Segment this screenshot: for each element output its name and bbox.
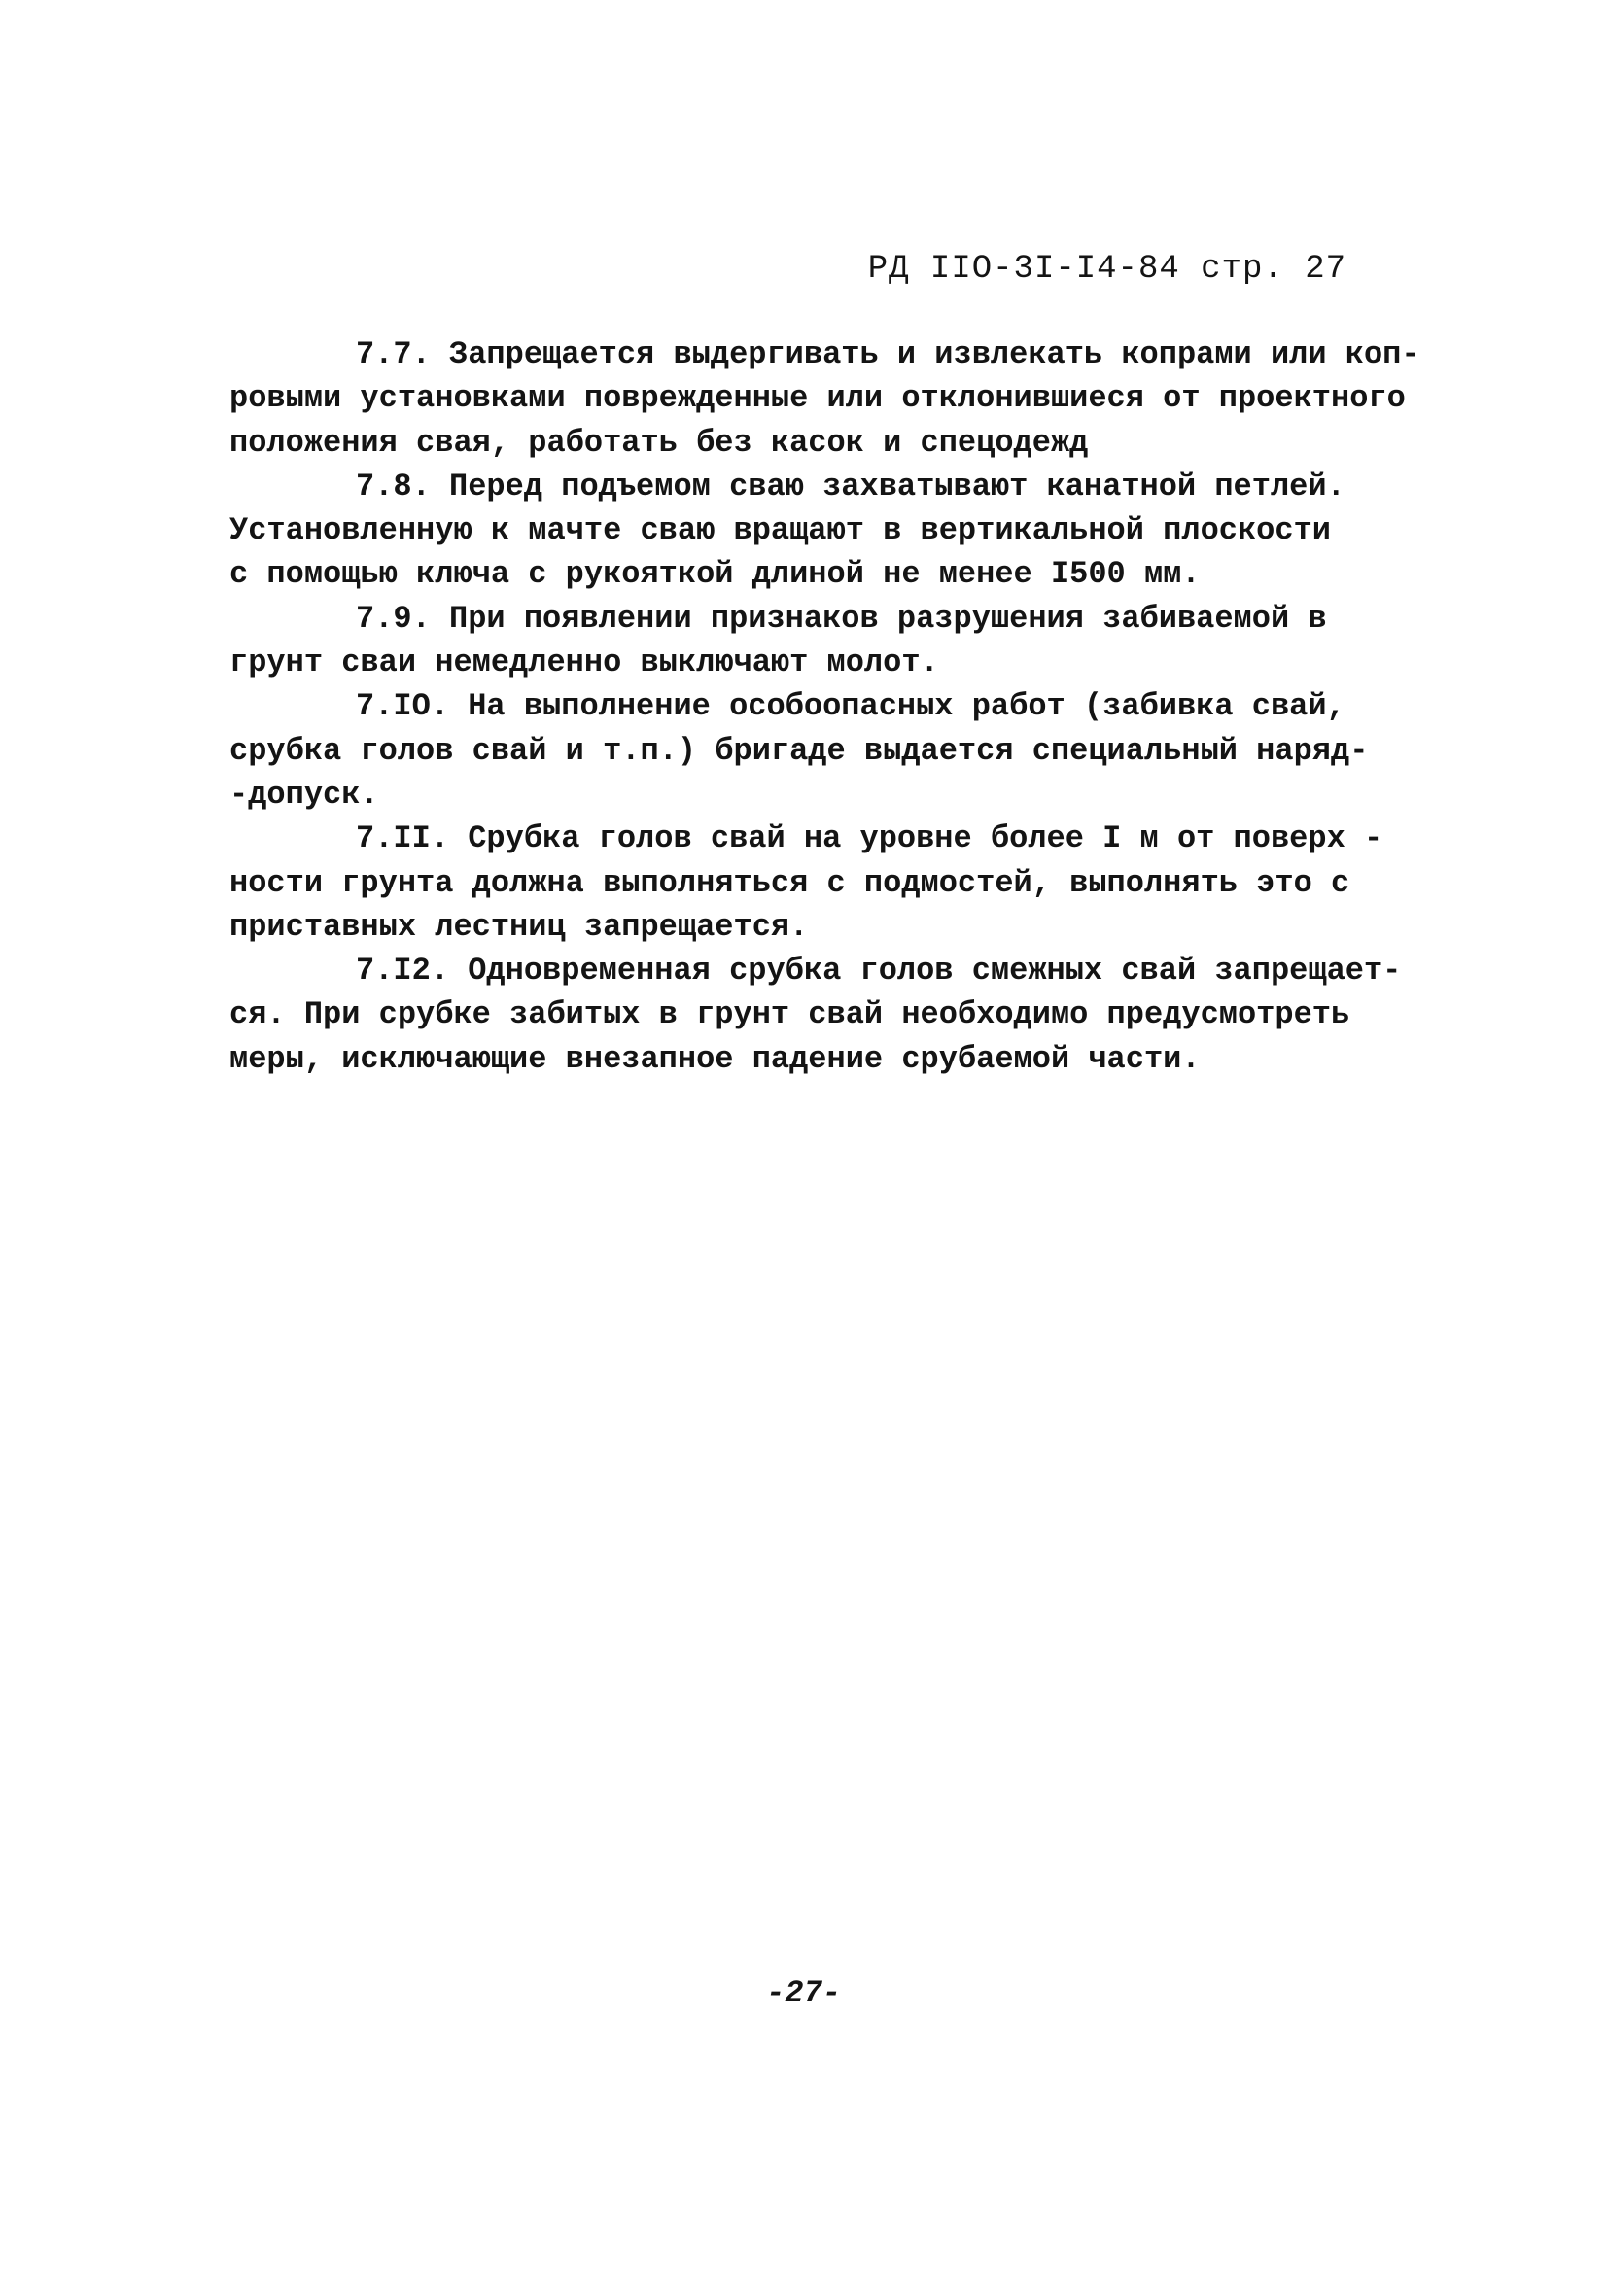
document-header: РД IIO-3I-I4-84 стр. 27 bbox=[867, 251, 1346, 288]
paragraph-line: грунт сваи немедленно выключают молот. bbox=[229, 644, 939, 681]
paragraph-line: 7.7. Запрещается выдергивать и извлекать копрами или коп- bbox=[356, 336, 1420, 372]
paragraph-line: приставных лестниц запрещается. bbox=[229, 908, 809, 945]
paragraph-line: срубка голов свай и т.п.) бригаде выдается специальный наряд- bbox=[229, 732, 1369, 769]
page-number: -27- bbox=[766, 1975, 841, 2011]
paragraph-line: 7.8. Перед подъемом сваю захватывают канатной петлей. bbox=[356, 468, 1345, 504]
paragraph-line: -допуск. bbox=[229, 776, 379, 813]
paragraph-line: Установленную к мачте сваю вращают в вертикальной плоскости bbox=[229, 512, 1331, 549]
paragraph-7-7 bbox=[229, 332, 1420, 465]
paragraph-7-8 bbox=[229, 465, 1377, 597]
paragraph-line: положения свая, работать без касок и спецодежд bbox=[229, 424, 1089, 461]
paragraph-line: 7.II. Срубка голов свай на уровне более I м от поверх - bbox=[356, 820, 1383, 857]
paragraph-7-11 bbox=[229, 817, 1383, 949]
paragraph-line: 7.I2. Одновременная срубка голов смежных свай запрещает- bbox=[356, 953, 1402, 990]
paragraph-7-9 bbox=[229, 597, 1377, 685]
paragraph-line: с помощью ключа с рукояткой длиной не менее I500 мм. bbox=[229, 556, 1201, 593]
paragraph-line: меры, исключающие внезапное падение срубаемой части. bbox=[229, 1040, 1201, 1077]
paragraph-7-12 bbox=[229, 949, 1402, 1081]
paragraph-line: 7.9. При появлении признаков разрушения забиваемой в bbox=[356, 600, 1327, 637]
document-body bbox=[229, 332, 1420, 1081]
paragraph-line: ности грунта должна выполняться с подмостей, выполнять это с bbox=[229, 864, 1350, 901]
paragraph-line: ся. При срубке забитых в грунт свай необходимо предусмотреть bbox=[229, 996, 1350, 1033]
paragraph-line: ровыми установками поврежденные или отклонившиеся от проектного bbox=[229, 380, 1406, 417]
paragraph-7-10 bbox=[229, 684, 1377, 817]
paragraph-line: 7.IO. На выполнение особоопасных работ (забивка свай, bbox=[356, 688, 1345, 725]
